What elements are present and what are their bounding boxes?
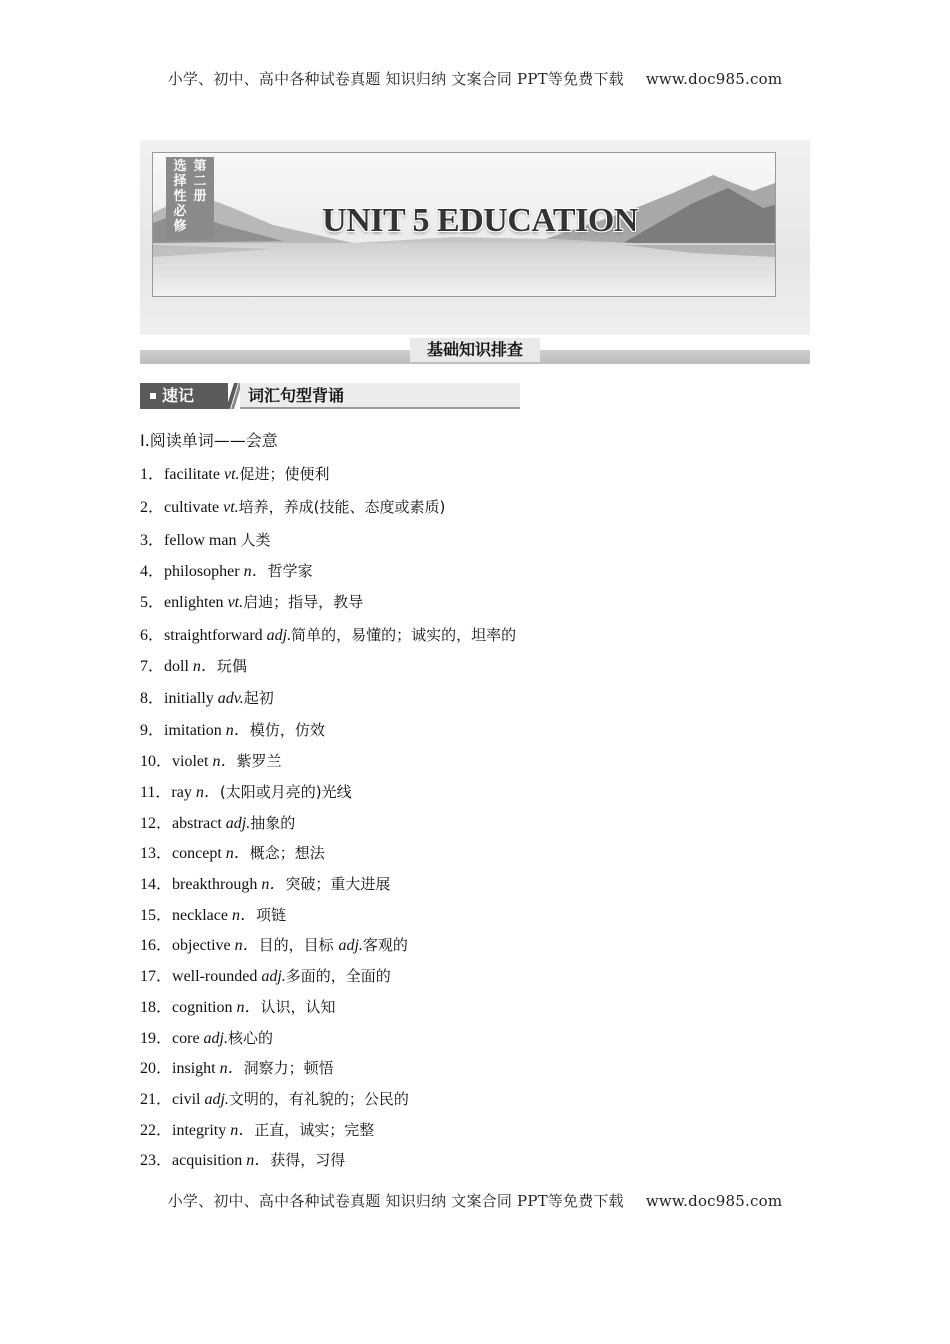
footer-text: 小学、初中、高中各种试卷真题 知识归纳 文案合同 PPT等免费下载 [167,1192,624,1210]
header-text: 小学、初中、高中各种试卷真题 知识归纳 文案合同 PPT等免费下载 [167,70,624,88]
memo-label-box [140,383,228,409]
memo-label: 速记 [162,386,195,405]
list-item: 9．imitation n．模仿，仿效 [140,721,325,739]
list-item: 21．civil adj.文明的，有礼貌的；公民的 [140,1090,409,1108]
list-item: 18．cognition n．认识，认知 [140,998,336,1016]
tag-column-right: 第二册 [193,159,207,204]
list-item: 6．straightforward adj.简单的，易懂的；诚实的，坦率的 [140,626,517,644]
list-item: 14．breakthrough n．突破；重大进展 [140,875,391,893]
list-item: 22．integrity n．正直，诚实；完整 [140,1121,375,1139]
section-heading: Ⅰ.阅读单词——会意 [140,431,278,450]
page-footer [0,1190,950,1211]
square-bullet-icon [150,393,156,399]
section-label: 基础知识排查 [410,338,540,362]
list-item: 13．concept n．概念；想法 [140,844,325,862]
list-item: 8．initially adv.起初 [140,689,274,707]
list-item: 2．cultivate vt.培养，养成(技能、态度或素质) [140,498,446,516]
textbook-volume-tag [166,157,214,239]
list-item: 19．core adj.核心的 [140,1029,274,1047]
list-item: 1．facilitate vt.促进；使便利 [140,465,330,483]
list-item: 4．philosopher n．哲学家 [140,562,313,580]
tag-column-left: 选择性必修 [173,159,187,234]
memo-tab [140,383,520,411]
list-item: 7．doll n．玩偶 [140,657,247,675]
unit-title: UNIT 5 EDUCATION [322,202,638,239]
list-item: 20．insight n．洞察力；顿悟 [140,1059,334,1077]
unit-banner [140,140,810,359]
list-item: 5．enlighten vt.启迪；指导，教导 [140,593,364,611]
list-item: 12．abstract adj.抽象的 [140,814,296,832]
list-item: 3．fellow man 人类 [140,531,271,549]
list-item: 11．ray n．(太阳或月亮的)光线 [140,783,352,801]
list-item: 15．necklace n．项链 [140,906,286,924]
list-item: 17．well-rounded adj.多面的，全面的 [140,967,391,985]
list-item: 23．acquisition n．获得，习得 [140,1151,346,1169]
list-item: 10．violet n．紫罗兰 [140,752,282,770]
page-header [0,68,950,89]
footer-site-link[interactable]: www.doc985.com [645,1192,783,1210]
memo-title: 词汇句型背诵 [240,383,520,409]
header-site-link[interactable]: www.doc985.com [645,70,783,88]
list-item: 16．objective n．目的，目标 adj.客观的 [140,936,408,954]
